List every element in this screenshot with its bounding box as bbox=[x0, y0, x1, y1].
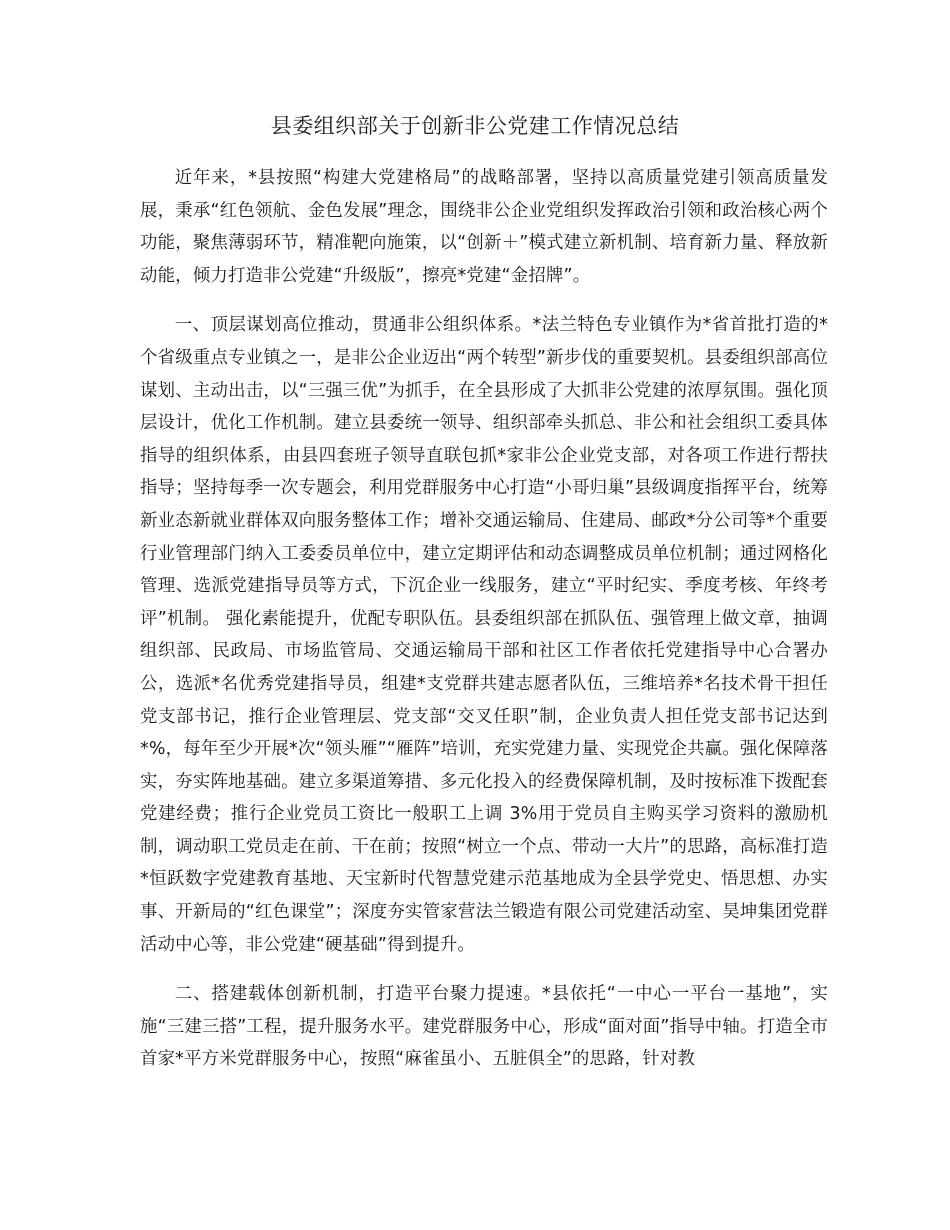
document-body bbox=[140, 162, 828, 1076]
section-1-paragraph: 一、顶层谋划高位推动，贯通非公组织体系。*法兰特色专业镇作为*省首批打造的*个省级重点专业镇之一，是非公企业迈出“两个转型”新步伐的重要契机。县委组织部高位谋划、主动出击，以“三强三优”为抓手，在全县形成了大抓非公党建的浓厚氛围。强化顶层设计，优化工作机制。建立县委统一领导、组织部牵头抓总、非公和社会组织工委具体指导的组织体系，由县四套班子领导直联包抓*家非公企业党支部，对各项工作进行帮扶指导；坚持每季一次专题会，利用党群服务中心打造“小哥归巢”县级调度指挥平台，统筹新业态新就业群体双向服务整体工作；增补交通运输局、住建局、邮政*分公司等*个重要行业管理部门纳入工委委员单位中，建立定期评估和动态调整成员单位机制；通过网格化管理、选派党建指导员等方式，下沉企业一线服务，建立“平时纪实、季度考核、年终考评”机制。 强化素能提升，优配专职队伍。县委组织部在抓队伍、强管理上做文章，抽调组织部、民政局、市场监管局、交通运输局干部和社区工作者依托党建指导中心合署办公，选派*名优秀党建指导员，组建*支党群共建志愿者队伍，三维培养*名技术骨干担任党支部书记，推行企业管理层、党支部“交叉任职”制，企业负责人担任党支部书记达到*%，每年至少开展*次“领头雁”“雁阵”培训，充实党建力量、实现党企共赢。强化保障落实，夯实阵地基础。建立多渠道筹措、多元化投入的经费保障机制，及时按标准下拨配套党建经费；推行企业党员工资比一般职工上调 3%用于党员自主购买学习资料的激励机制，调动职工党员走在前、干在前；按照“树立一个点、带动一大片”的思路，高标准打造*恒跃数字党建教育基地、天宝新时代智慧党建示范基地成为全县学党史、悟思想、办实事、开新局的“红色课堂”；深度夯实管家营法兰锻造有限公司党建活动室、昊坤集团党群活动中心等，非公党建“硬基础”得到提升。 bbox=[140, 315, 828, 955]
intro-paragraph: 近年来，*县按照“构建大党建格局”的战略部署，坚持以高质量党建引领高质量发展，秉承“红色领航、金色发展”理念，围绕非公企业党组织发挥政治引领和政治核心两个功能，聚焦薄弱环节，精准靶向施策，以“创新＋”模式建立新机制、培育新力量、释放新动能，倾力打造非公党建“升级版”，擦亮*党建“金招牌”。 bbox=[140, 168, 828, 286]
section-2-paragraph: 二、搭建载体创新机制，打造平台聚力提速。*县依托“一中心一平台一基地”，实施“三建三搭”工程，提升服务水平。建党群服务中心，形成“面对面”指导中轴。打造全市首家*平方米党群服务中心，按照“麻雀虽小、五脏俱全”的思路，针对教 bbox=[140, 984, 828, 1070]
document-title: 县委组织部关于创新非公党建工作情况总结 bbox=[270, 114, 680, 138]
